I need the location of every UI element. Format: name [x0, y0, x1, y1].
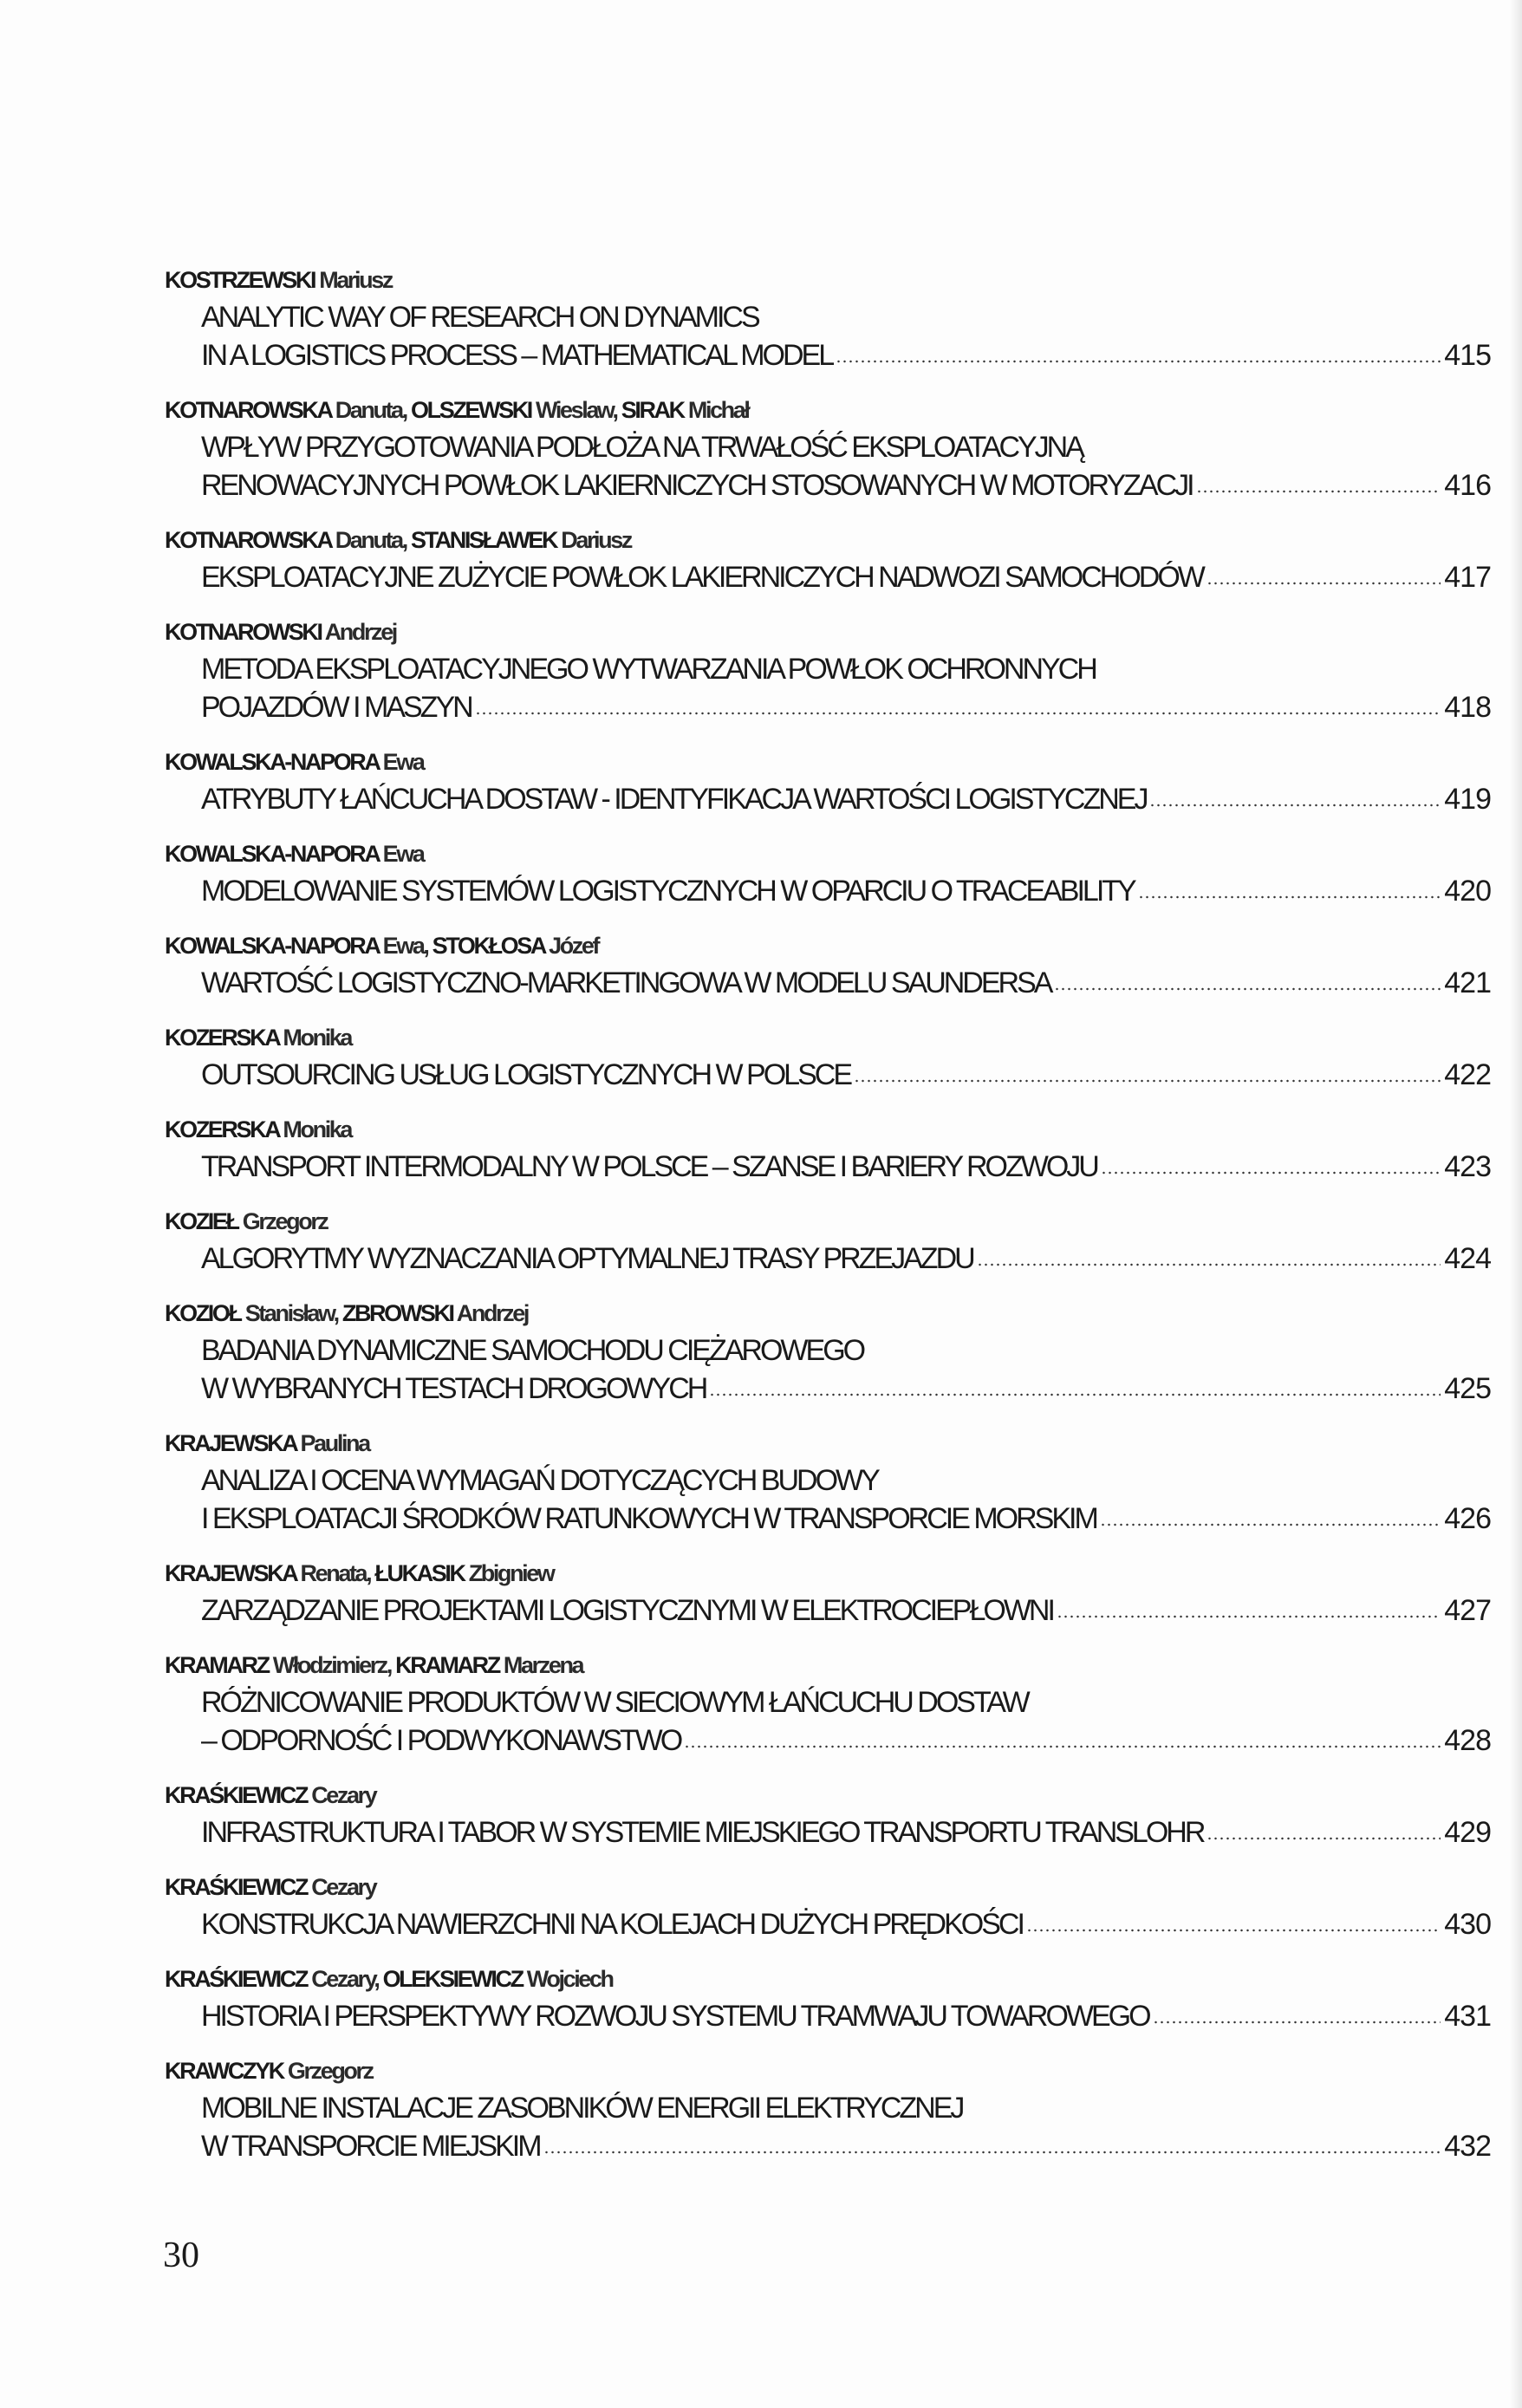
toc-entry	[165, 1425, 1491, 1538]
author-given-name	[407, 397, 411, 423]
entry-authors	[165, 392, 1491, 428]
entry-title-text: METODA EKSPLOATACYJNEGO WYTWARZANIA POWŁOK OCHRONNYCH	[201, 653, 1096, 686]
page-number: 30	[163, 2236, 199, 2275]
author-surname: KOWALSKA-NAPORA	[165, 841, 379, 867]
entry-title-text: TRANSPORT INTERMODALNY W POLSCE – SZANSE I BARIERY ROZWOJU	[201, 1150, 1097, 1183]
author-given-name: Danuta,	[335, 397, 407, 423]
entry-page-number: 426	[1444, 1502, 1491, 1535]
author-surname: KRAWCZYK	[165, 2058, 283, 2084]
author-surname: KOWALSKA-NAPORA	[165, 749, 379, 775]
table-of-contents	[165, 262, 1491, 2183]
author-surname: KRAJEWSKA	[165, 1560, 296, 1586]
author-given-name	[428, 933, 433, 959]
dot-leader	[1138, 895, 1441, 899]
entry-page-number: 421	[1444, 966, 1491, 999]
toc-entry	[165, 927, 1491, 1002]
author-surname: KOWALSKA-NAPORA	[165, 933, 379, 959]
entry-page-number: 425	[1444, 1372, 1491, 1405]
dot-leader	[709, 1393, 1441, 1396]
entry-title-text: RENOWACYJNYCH POWŁOK LAKIERNICZYCH STOSOWANYCH W MOTORYZACJI	[201, 469, 1193, 502]
entry-authors	[165, 1203, 1491, 1240]
entry-title-text: RÓŻNICOWANIE PRODUKTÓW W SIECIOWYM ŁAŃCUCHU DOSTAW	[201, 1686, 1028, 1719]
dot-leader	[1153, 2021, 1441, 2024]
entry-authors	[165, 1425, 1491, 1461]
entry-authors	[165, 1869, 1491, 1905]
entry-page-number: 420	[1444, 875, 1491, 908]
author-given-name	[391, 1652, 395, 1678]
author-given-name	[378, 1966, 382, 1992]
entry-title-line	[165, 428, 1491, 466]
author-surname: KOTNAROWSKA	[165, 527, 331, 553]
entry-title-text: KONSTRUKCJA NAWIERZCHNI NA KOLEJACH DUŻYCH PRĘDKOŚCI	[201, 1908, 1023, 1941]
toc-entry	[165, 522, 1491, 596]
author-given-name: Andrzej	[324, 619, 396, 645]
author-given-name: Ewa	[382, 841, 424, 867]
entry-authors	[165, 1555, 1491, 1591]
author-surname: KOZIOŁ	[165, 1300, 241, 1326]
entry-page-number: 427	[1444, 1594, 1491, 1627]
author-given-name: Grzegorz	[242, 1208, 328, 1234]
author-given-name: Ewa,	[382, 933, 428, 959]
author-given-name: Danuta,	[335, 527, 407, 553]
author-given-name: Wojciech	[526, 1966, 613, 1992]
dot-leader	[836, 360, 1441, 363]
entry-title-text: POJAZDÓW I MASZYN	[201, 691, 472, 724]
author-given-name: Michał	[687, 397, 749, 423]
dot-leader	[977, 1263, 1441, 1266]
entry-title-text: ZARZĄDZANIE PROJEKTAMI LOGISTYCZNYMI W ELEKTROCIEPŁOWNI	[201, 1594, 1053, 1627]
author-given-name: Monika	[283, 1116, 352, 1142]
entry-page-number: 419	[1444, 783, 1491, 816]
author-given-name: Ewa	[382, 749, 424, 775]
author-surname: KRAJEWSKA	[165, 1430, 296, 1456]
toc-entry	[165, 2053, 1491, 2165]
dot-leader	[1100, 1523, 1441, 1526]
entry-authors	[165, 2053, 1491, 2089]
author-given-name: Monika	[283, 1025, 352, 1051]
author-given-name	[331, 527, 335, 553]
entry-title-line	[165, 1240, 1491, 1278]
entry-title-line	[165, 1813, 1491, 1852]
author-given-name	[465, 1560, 469, 1586]
author-given-name	[331, 397, 335, 423]
author-given-name: Grzegorz	[287, 2058, 373, 2084]
entry-title-line	[165, 1331, 1491, 1370]
dot-leader	[684, 1745, 1441, 1748]
entry-title-text: MOBILNE INSTALACJE ZASOBNIKÓW ENERGII ELEKTRYCZNEJ	[201, 2092, 963, 2125]
author-given-name: Wieslaw,	[536, 397, 617, 423]
entry-authors	[165, 1647, 1491, 1683]
author-given-name	[296, 1430, 300, 1456]
entry-title-text: WPŁYW PRZYGOTOWANIA PODŁOŻA NA TRWAŁOŚĆ EKSPLOATACYJNĄ	[201, 431, 1083, 464]
entry-authors	[165, 836, 1491, 872]
entry-page-number: 415	[1444, 339, 1491, 372]
entry-title-line	[165, 2127, 1491, 2165]
author-surname: SIRAK	[621, 397, 684, 423]
entry-title-text: HISTORIA I PERSPEKTYWY ROZWOJU SYSTEMU TRAMWAJU TOWAROWEGO	[201, 2000, 1149, 2033]
author-surname: STOKŁOSA	[432, 933, 544, 959]
entry-title-line	[165, 466, 1491, 504]
author-given-name: Cezary	[311, 1782, 376, 1808]
author-given-name: Mariusz	[319, 267, 392, 293]
entry-authors	[165, 1019, 1491, 1056]
toc-entry	[165, 392, 1491, 504]
dot-leader	[475, 712, 1441, 715]
author-given-name: Stanisław,	[244, 1300, 338, 1326]
dot-leader	[1207, 582, 1441, 585]
author-surname: ŁUKASIK	[374, 1560, 465, 1586]
author-surname: KOTNAROWSKA	[165, 397, 331, 423]
author-given-name: Dariusz	[561, 527, 631, 553]
toc-entry	[165, 1961, 1491, 2035]
toc-entry	[165, 1777, 1491, 1852]
author-surname: KOZERSKA	[165, 1025, 279, 1051]
entry-title-text: ANALYTIC WAY OF RESEARCH ON DYNAMICS	[201, 301, 758, 334]
author-given-name	[338, 1300, 342, 1326]
author-surname: ZBROWSKI	[341, 1300, 453, 1326]
author-given-name: Renata,	[300, 1560, 371, 1586]
entry-title-line	[165, 336, 1491, 374]
author-given-name: Cezary,	[311, 1966, 379, 1992]
toc-entry	[165, 262, 1491, 374]
toc-entry	[165, 744, 1491, 818]
entry-authors	[165, 1111, 1491, 1148]
entry-title-line	[165, 1591, 1491, 1630]
author-surname: KRAŚKIEWICZ	[165, 1966, 308, 1992]
author-given-name	[407, 527, 411, 553]
toc-entry	[165, 1647, 1491, 1760]
entry-authors	[165, 1961, 1491, 1997]
entry-title-text: I EKSPLOATACJI ŚRODKÓW RATUNKOWYCH W TRANSPORCIE MORSKIM	[201, 1502, 1096, 1535]
entry-title-text: MODELOWANIE SYSTEMÓW LOGISTYCZNYCH W OPARCIU O TRACEABILITY	[201, 875, 1135, 908]
author-surname: KRAŚKIEWICZ	[165, 1874, 308, 1900]
author-given-name: Andrzej	[456, 1300, 528, 1326]
entry-title-text: BADANIA DYNAMICZNE SAMOCHODU CIĘŻAROWEGO	[201, 1334, 864, 1367]
author-given-name: Włodzimierz,	[272, 1652, 392, 1678]
author-given-name	[617, 397, 621, 423]
toc-entry	[165, 1869, 1491, 1943]
author-given-name: Józef	[549, 933, 599, 959]
entry-title-line	[165, 1461, 1491, 1500]
author-given-name	[379, 841, 383, 867]
toc-entry	[165, 1295, 1491, 1408]
entry-page-number: 432	[1444, 2130, 1491, 2163]
dot-leader	[543, 2151, 1441, 2154]
author-given-name	[379, 749, 383, 775]
dot-leader	[1149, 804, 1441, 807]
entry-page-number: 423	[1444, 1150, 1491, 1183]
author-surname: KOSTRZEWSKI	[165, 267, 315, 293]
entry-title-line	[165, 1905, 1491, 1943]
entry-title-text: W WYBRANYCH TESTACH DROGOWYCH	[201, 1372, 706, 1405]
author-surname: KRAMARZ	[165, 1652, 269, 1678]
entry-title-text: EKSPLOATACYJNE ZUŻYCIE POWŁOK LAKIERNICZYCH NADWOZI SAMOCHODÓW	[201, 561, 1203, 594]
entry-title-text: – ODPORNOŚĆ I PODWYKONAWSTWO	[201, 1724, 681, 1757]
entry-authors	[165, 927, 1491, 964]
author-given-name: Cezary	[311, 1874, 376, 1900]
entry-title-text: ATRYBUTY ŁAŃCUCHA DOSTAW - IDENTYFIKACJA WARTOŚCI LOGISTYCZNEJ	[201, 783, 1147, 816]
entry-title-line	[165, 2089, 1491, 2127]
toc-entry	[165, 1111, 1491, 1186]
entry-page-number: 424	[1444, 1242, 1491, 1275]
dot-leader	[1026, 1929, 1441, 1932]
entry-title-line	[165, 1148, 1491, 1186]
author-surname: KRAMARZ	[395, 1652, 499, 1678]
entry-authors	[165, 522, 1491, 558]
entry-title-text: WARTOŚĆ LOGISTYCZNO-MARKETINGOWA W MODELU SAUNDERSA	[201, 966, 1051, 999]
author-surname: KOTNAROWSKI	[165, 619, 322, 645]
entry-authors	[165, 614, 1491, 650]
entry-title-line	[165, 872, 1491, 910]
entry-title-text: OUTSOURCING USŁUG LOGISTYCZNYCH W POLSCE	[201, 1058, 850, 1091]
author-surname: KRAŚKIEWICZ	[165, 1782, 308, 1808]
entry-page-number: 416	[1444, 469, 1491, 502]
entry-title-line	[165, 650, 1491, 688]
entry-title-line	[165, 1721, 1491, 1760]
entry-authors	[165, 1295, 1491, 1331]
author-surname: OLSZEWSKI	[411, 397, 531, 423]
author-surname: KOZIEŁ	[165, 1208, 238, 1234]
dot-leader	[1196, 490, 1441, 493]
author-given-name	[379, 933, 383, 959]
entry-page-number: 428	[1444, 1724, 1491, 1757]
entry-title-line	[165, 1370, 1491, 1408]
entry-title-line	[165, 298, 1491, 336]
entry-page-number: 431	[1444, 2000, 1491, 2033]
dot-leader	[1054, 987, 1441, 991]
entry-title-line	[165, 1500, 1491, 1538]
toc-entry	[165, 1203, 1491, 1278]
entry-authors	[165, 262, 1491, 298]
author-given-name	[241, 1300, 245, 1326]
dot-leader	[1101, 1171, 1441, 1175]
entry-title-text: ANALIZA I OCENA WYMAGAŃ DOTYCZĄCYCH BUDOWY	[201, 1464, 878, 1497]
author-given-name	[370, 1560, 374, 1586]
entry-title-text: INFRASTRUKTURA I TABOR W SYSTEMIE MIEJSKIEGO TRANSPORTU TRANSLOHR	[201, 1816, 1204, 1849]
entry-title-line	[165, 1997, 1491, 2035]
author-given-name: Zbigniew	[468, 1560, 554, 1586]
entry-title-line	[165, 1056, 1491, 1094]
entry-page-number: 430	[1444, 1908, 1491, 1941]
author-surname: STANISŁAWEK	[411, 527, 557, 553]
dot-leader	[1057, 1615, 1441, 1618]
entry-title-text: ALGORYTMY WYZNACZANIA OPTYMALNEJ TRASY PRZEJAZDU	[201, 1242, 973, 1275]
toc-entry	[165, 1555, 1491, 1630]
toc-entry	[165, 614, 1491, 726]
dot-leader	[1207, 1837, 1441, 1840]
author-given-name	[296, 1560, 300, 1586]
author-surname: OLEKSIEWICZ	[382, 1966, 523, 1992]
toc-entry	[165, 836, 1491, 910]
entry-title-line	[165, 964, 1491, 1002]
dot-leader	[854, 1079, 1441, 1083]
entry-authors	[165, 1777, 1491, 1813]
entry-title-text: W TRANSPORCIE MIEJSKIM	[201, 2130, 540, 2163]
author-given-name: Marzena	[503, 1652, 583, 1678]
author-given-name	[238, 1208, 243, 1234]
entry-authors	[165, 744, 1491, 780]
entry-page-number: 417	[1444, 561, 1491, 594]
entry-title-text: IN A LOGISTICS PROCESS – MATHEMATICAL MODEL	[201, 339, 833, 372]
toc-entry	[165, 1019, 1491, 1094]
entry-title-line	[165, 558, 1491, 596]
author-surname: KOZERSKA	[165, 1116, 279, 1142]
entry-page-number: 418	[1444, 691, 1491, 724]
entry-page-number: 422	[1444, 1058, 1491, 1091]
author-given-name: Paulina	[300, 1430, 369, 1456]
entry-title-line	[165, 780, 1491, 818]
entry-title-line	[165, 1683, 1491, 1721]
entry-page-number: 429	[1444, 1816, 1491, 1849]
entry-title-line	[165, 688, 1491, 726]
scan-edge-shadow	[1510, 0, 1522, 2408]
